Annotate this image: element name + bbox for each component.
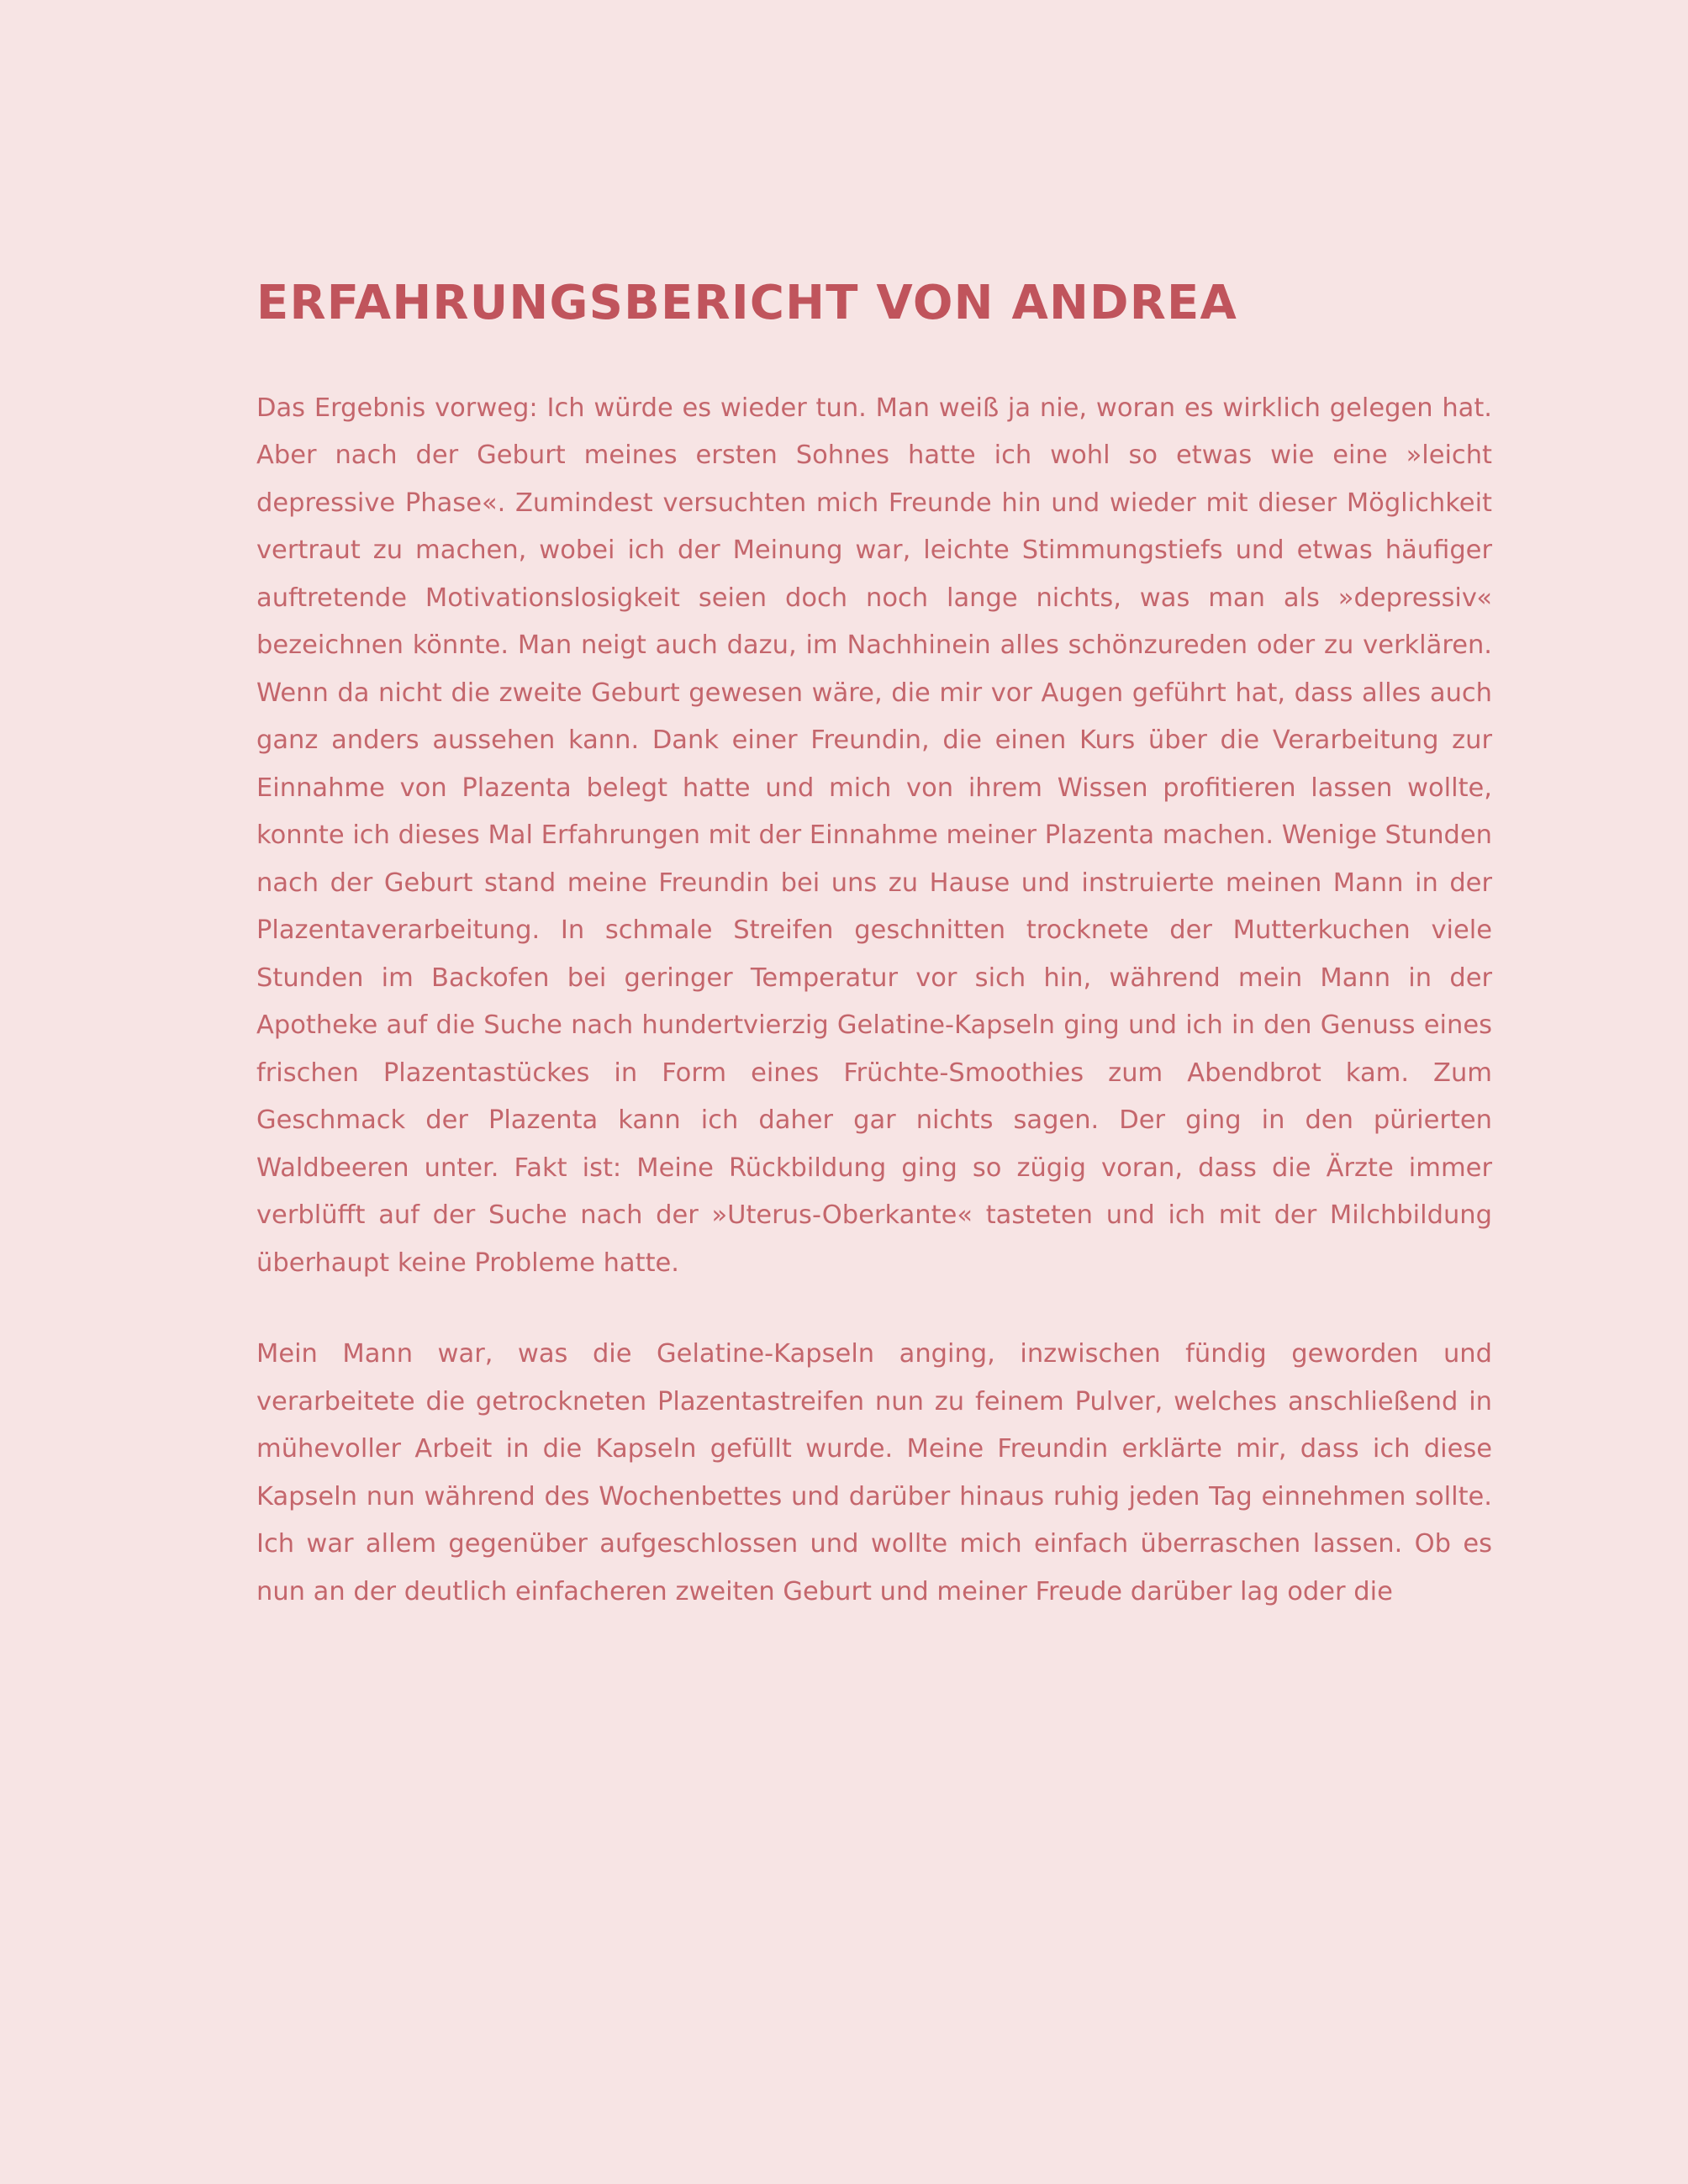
body-paragraph-1: Das Ergebnis vorweg: Ich würde es wieder tun. Man weiß ja nie, woran es wirklich gelegen hat. Aber nach der Geburt meines ersten Sohnes hatte ich wohl so etwas wie eine »leicht depressive Phase«. Zumindest versuchten mich Freunde hin und wieder mit dieser Möglichkeit vertraut zu machen, wobei ich der Meinung war, leichte Stimmungstiefs und etwas häufiger auftretende Motivationslosigkeit seien doch noch lange nichts, was man als »depressiv« bezeichnen könnte. Man neigt auch dazu, im Nachhinein alles schönzureden oder zu verklären. Wenn da nicht die zweite Geburt gewesen wäre, die mir vor Augen geführt hat, dass alles auch ganz anders aussehen kann. Dank einer Freundin, die einen Kurs über die Verarbeitung zur Einnahme von Plazenta belegt hatte und mich von ihrem Wissen profitieren lassen wollte, konnte ich dieses Mal Erfahrungen mit der Einnahme meiner Plazenta machen. Wenige Stunden nach der Geburt stand meine Freundin bei uns zu Hause und instruierte meinen Mann in der Plazentaverarbeitung. In schmale Streifen geschnitten trocknete der Mutterkuchen viele Stunden im Backofen bei geringer Temperatur vor sich hin, während mein Mann in der Apotheke auf die Suche nach hundertvierzig Gelatine-Kapseln ging und ich in den Genuss eines frischen Plazentastückes in Form eines Früchte-Smoothies zum Abendbrot kam. Zum Geschmack der Plazenta kann ich daher gar nichts sagen. Der ging in den pürierten Waldbeeren unter. Fakt ist: Meine Rückbildung ging so zügig voran, dass die Ärzte immer verblüfft auf der Suche nach der »Uterus-Oberkante« tasteten und ich mit der Milchbildung überhaupt keine Probleme hatte. <box>256 393 1492 1278</box>
body-paragraph-2: Mein Mann war, was die Gelatine-Kapseln anging, inzwischen fündig geworden und verarbeitete die getrockneten Plazentastreifen nun zu feinem Pulver, welches anschließend in mühevoller Arbeit in die Kapseln gefüllt wurde. Meine Freundin erklärte mir, dass ich diese Kapseln nun während des Wochenbettes und darüber hinaus ruhig jeden Tag einnehmen sollte. Ich war allem gegenüber aufgeschlossen und wollte mich einfach überraschen lassen. Ob es nun an der deutlich einfacheren zweiten Geburt und meiner Freude darüber lag oder die <box>256 1339 1492 1606</box>
page-title: ERFAHRUNGSBERICHT VON ANDREA <box>256 276 1238 330</box>
text-column <box>256 277 1492 1616</box>
